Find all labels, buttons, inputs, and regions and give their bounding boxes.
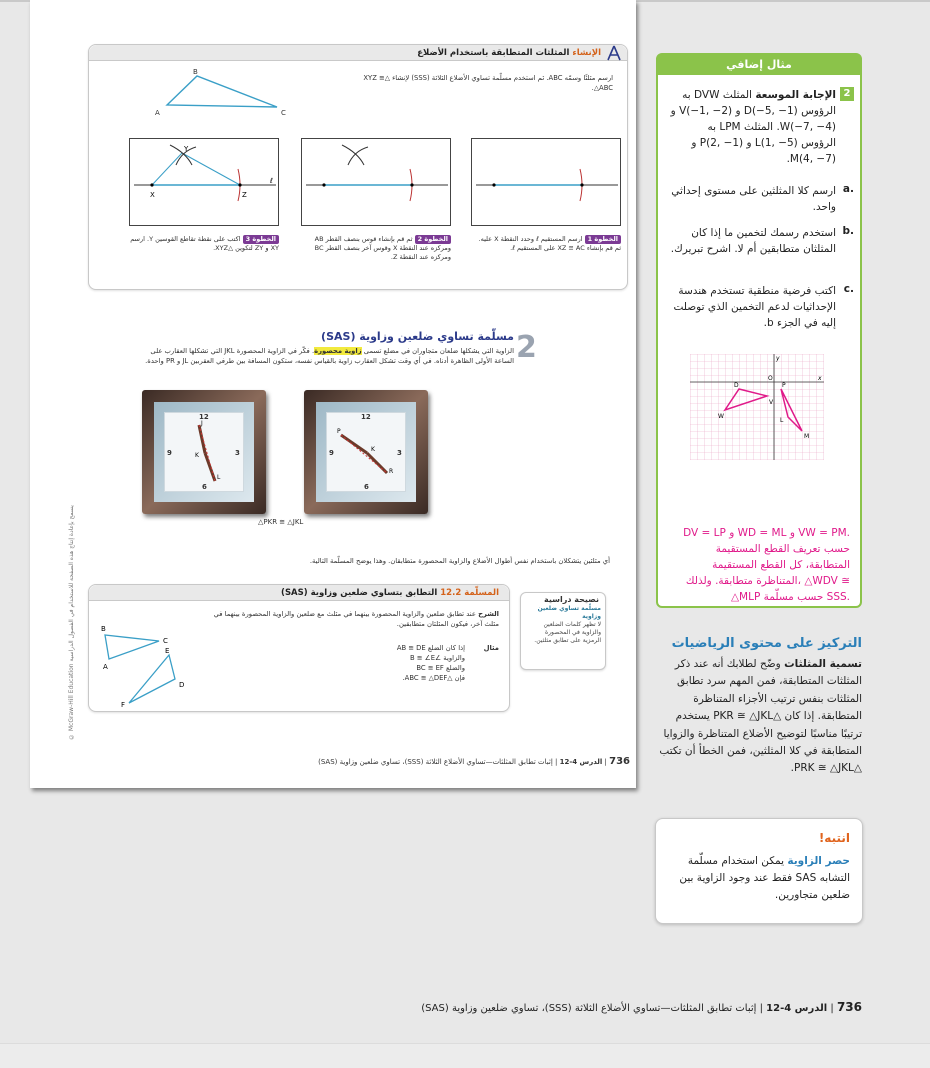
graph-x-axis: x (818, 375, 822, 382)
bottom-strip (0, 1043, 930, 1068)
step2-body: ثم قم بإنشاء قوس بنصف القطر AB ومركزه عند النقطة X وقوس آخر بنصف القطر BC ومركزه عند النقطة Z. (314, 235, 451, 261)
step3-body: اكتب على نقطة تقاطع القوسين Y. ارسم XY و ZY لتكوين △XYZ. (130, 235, 279, 252)
step1-tag: الخطوة 1 (585, 235, 621, 244)
clock2-3: 3 (397, 449, 402, 457)
part-c-letter: c. (843, 283, 854, 295)
step2-tag: الخطوة 2 (415, 235, 451, 244)
clock2-12: 12 (361, 413, 371, 421)
teacher-footer: 736 | الدرس 4-12 | إثبات تطابق المثلثات—تساوي الأضلاع الثلاثة (SSS)، تساوي ضلعين وزاوية (SAS) (421, 1000, 862, 1014)
clock1-k: K (195, 452, 199, 459)
step3-panel (129, 138, 279, 226)
student-footer: 736 | الدرس 4-12 | إثبات تطابق المثلثات—تساوي الأضلاع الثلاثة (SSS)، تساوي ضلعين وزاوية (SAS) (318, 756, 630, 767)
step2-text (301, 235, 451, 262)
example-lead (670, 87, 836, 167)
part-a-letter: a. (842, 183, 854, 195)
graph-y-axis: y (776, 355, 780, 362)
vertex-a-label: A (155, 109, 160, 117)
clock-caption: △PKR ≅ △JKL (258, 518, 304, 526)
graph-m: M (804, 433, 810, 440)
clock1-3: 3 (235, 449, 240, 457)
additional-example-box (656, 53, 862, 608)
focus-title: التركيز على محتوى الرياضيات (671, 636, 862, 651)
example-number: 2 (840, 87, 854, 101)
teacher-page-number: 736 (836, 1000, 862, 1014)
fig-a: A (103, 663, 108, 671)
caution-text: يمكن استخدام مسلّمة التشابه SAS فقط عند وجود الزاوية بين ضلعين متجاورين. (679, 855, 850, 901)
vertex-b-label: B (193, 68, 198, 76)
teacher-footer-text: إثبات تطابق المثلثات—تساوي الأضلاع الثلاثة (SSS)، تساوي ضلعين وزاوية (SAS) (421, 1003, 757, 1014)
included-angle-term: زاوية محصورة (314, 347, 362, 355)
fig-d: D (179, 681, 185, 689)
graph-p: P (782, 382, 786, 389)
clock2-p: P (337, 428, 341, 435)
line-angle: والزاوية ∠B ≅ ∠E (409, 654, 465, 662)
example-lead-bold: الإجابة الموسعة (755, 89, 836, 101)
tip-body (521, 604, 605, 646)
postulate-explain (199, 609, 499, 629)
clock1-l: L (217, 474, 221, 481)
clock1-9: 9 (167, 449, 172, 457)
step3-text (129, 235, 279, 253)
sas-figure (99, 615, 209, 709)
tip-title: نصيحة دراسية (544, 595, 599, 604)
label-z: Z (242, 191, 247, 199)
part-c-text: اكتب فرضية منطقية تستخدم هندسة الإحداثيات لدعم التخمين الذي توصلت إليه في الجزء b. (673, 285, 836, 329)
example-answer: DV = LP و WD = ML و VW = PM. حسب تعريف القطع المستقيمة المتطابقة، كل القطع المستقيمة المتناظرة متطابقة. ولذلك، △WDV ≅ △MLP حسب مسلّمة SSS. (683, 527, 850, 603)
step3-tag: الخطوة 3 (243, 235, 279, 244)
construction-title (89, 45, 627, 61)
step1-text (471, 235, 621, 253)
fig-b: B (101, 625, 106, 633)
line-side1: إذا كان الضلع AB ≅ DE (396, 644, 465, 652)
clock2-9: 9 (329, 449, 334, 457)
fig-f: F (121, 701, 126, 709)
explain-text: عند تطابق ضلعين والزاوية المحصورة بينهما في مثلث مع ضلعين والزاوية المحصورة بينهما في مثلث آخر، فيكون المثلثان متطابقين. (213, 610, 499, 628)
example-label: مثال (483, 644, 499, 652)
step1-body: ارسم المستقيم ℓ وحدد النقطة X عليه. ثم قم بإنشاء XZ ≅ AC على المستقيم ℓ. (478, 235, 621, 252)
clock-pkr (304, 390, 428, 514)
graph-d: D (734, 382, 739, 389)
construction-title-text: المثلثات المتطابقة باستخدام الأضلاع (417, 48, 570, 58)
compass-icon (605, 45, 623, 61)
postulate-box (88, 584, 510, 712)
clock1-j: J (201, 420, 203, 427)
explain-label: الشرح (478, 610, 499, 618)
caution-title: انتبه! (818, 831, 850, 845)
line-side2: والضلع BC ≅ EF (416, 664, 465, 672)
postulate-lead: أي مثلثين يتشكلان باستخدام نفس أطوال الأضلاع والزاوية المحصورة متطابقان. وهذا يوضح المسلّمة التالية. (309, 557, 610, 565)
clock1-6: 6 (202, 483, 207, 491)
section-intro-b: . فكّر في الزاوية المحصورة JKL التي تشكلها العقارب على الساعة الأولى الظاهرة أدناه. في أي وقت تشكل العقارب زاوية بالقياس نفسه، ستكون المسافة بين طرفي العقربين JL و PR واحدة. (145, 347, 514, 365)
graph-origin: O (768, 375, 773, 382)
label-l: ℓ (270, 177, 273, 185)
student-page-number: 736 (609, 756, 630, 767)
caution-term: حصر الزاوية (787, 855, 850, 867)
focus-body (658, 656, 862, 778)
part-b-text: استخدم رسمك لتخمين ما إذا كان المثلثان متطابقين أم لا. اشرح تبريرك. (670, 227, 836, 255)
teacher-lesson: الدرس 4-12 (766, 1003, 828, 1014)
postulate-title (89, 585, 509, 601)
part-b-letter: b. (842, 225, 854, 237)
section-title: مسلّمة تساوي ضلعين وزاوية (SAS) (321, 330, 514, 343)
tip-text: لا تظهر كلمات الضلعين والزاوية في المحصورة الرمزية على تطابق مثلثين. (534, 621, 601, 644)
graph-w: W (718, 413, 724, 420)
copyright-gutter: © McGraw-Hill Education يسمح بإعادة إنتاج هذه الصفحة للاستخدام في الفصول الدراسية (68, 505, 75, 740)
study-tip (520, 592, 606, 670)
example-lead-text: المثلث DVW به الرؤوس D(−5, −1) و V(−1, −2) و W(−7, −4). المثلث LPM به الرؤوس L(1, −5) و P(2, −1) و M(4, −7). (670, 89, 836, 165)
label-y: Y (184, 145, 189, 153)
fig-c: C (163, 637, 168, 645)
tip-sub: مسلّمة تساوي ضلعين وزاوية (537, 605, 601, 620)
postulate-label: المسلّمة 12.2 (440, 588, 499, 598)
coordinate-graph (690, 354, 824, 460)
label-x: X (150, 191, 155, 199)
section-intro-a: الزاوية التي يشكلها ضلعان متجاوران في مضلع تسمى (363, 347, 514, 355)
line-conclusion: فإن △ABC ≅ △DEF. (402, 674, 465, 682)
student-lesson: الدرس 4-12 (559, 758, 603, 766)
clock1-12: 12 (199, 413, 209, 421)
construction-intro: ارسم مثلثًا وسمّه ABC. ثم استخدم مسلّمة تساوي الأضلاع الثلاثة (SSS) لإنشاء △XYZ ≅ △ABC. (363, 74, 613, 92)
step2-panel (301, 138, 451, 226)
clock2-k: K (371, 446, 375, 453)
focus-bold: تسمية المثلثات (784, 658, 862, 670)
construction-box (88, 44, 628, 290)
example-heading: مثال إضافي (658, 55, 860, 75)
section-intro (130, 346, 514, 366)
clock-jkl (142, 390, 266, 514)
clock2-6: 6 (364, 483, 369, 491)
clock2-r: R (389, 468, 394, 475)
triangle-abc-figure (149, 67, 289, 122)
focus-text: وضّح لطلابك أنه عند ذكر المثلثات المتطابقة، فمن المهم سرد تطابق المثلثات بنفس ترتيب الأجزاء المتناظرة المتطابقة. إذا كان △PKR ≅ △JKL يستخدم ترتيبًا مناسبًا لتوضيح الأضلاع المتناظرة والزوايا المتطابقة في كلا المثلثين، فمن الخطأ أن تكتب △PRK ≅ △JKL. (659, 658, 862, 775)
student-page (30, 0, 636, 788)
graph-v: V (769, 399, 774, 406)
caution-box (655, 818, 863, 924)
postulate-lines (325, 643, 465, 683)
vertex-c-label: C (281, 109, 286, 117)
section-number: 2 (516, 330, 537, 365)
construction-label: الإنشاء (572, 48, 601, 58)
graph-l: L (780, 417, 784, 424)
student-footer-text: إثبات تطابق المثلثات—تساوي الأضلاع الثلاثة (SSS)، تساوي ضلعين وزاوية (SAS) (318, 758, 553, 766)
part-a-text: ارسم كلا المثلثين على مستوى إحداثي واحد. (671, 185, 836, 213)
fig-e: E (165, 647, 170, 655)
postulate-title-text: التطابق بتساوي ضلعين وزاوية (SAS) (281, 588, 438, 598)
caution-body (664, 853, 850, 904)
step1-panel (471, 138, 621, 226)
